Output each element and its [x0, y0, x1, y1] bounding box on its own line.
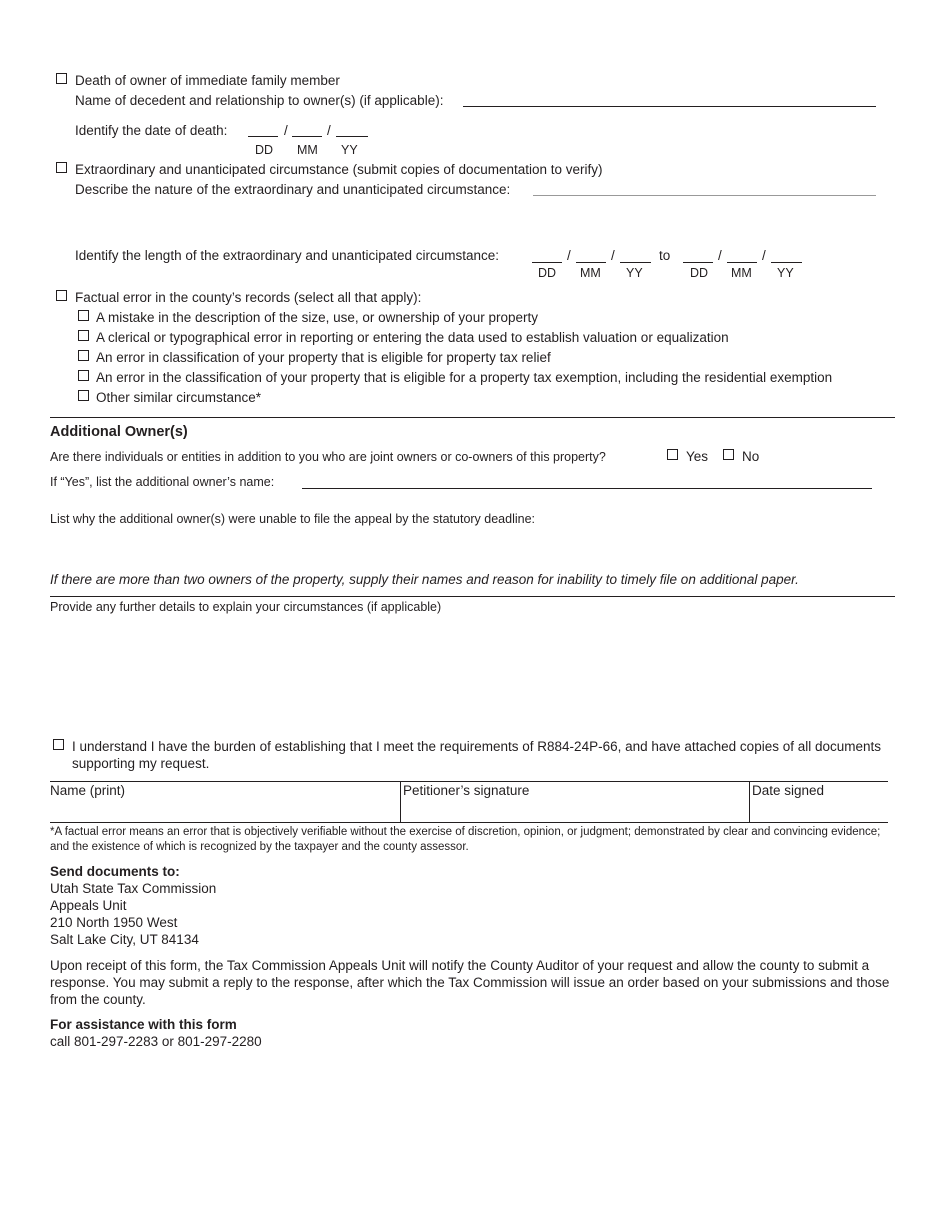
signature-bottom-rule — [50, 822, 888, 823]
reason-label: List why the additional owner(s) were unable to file the appeal by the statutory deadline: — [50, 512, 536, 526]
slash: / — [718, 248, 722, 263]
petitioner-signature-label: Petitioner’s signature — [403, 783, 530, 798]
further-details-label: Provide any further details to explain your circumstances (if applicable) — [50, 600, 442, 614]
factual-error-checkbox[interactable] — [56, 290, 67, 301]
length-label: Identify the length of the extraordinary and unanticipated circumstance: — [75, 248, 500, 263]
acknowledgement-checkbox[interactable] — [53, 739, 64, 750]
slash: / — [284, 123, 288, 138]
no-checkbox[interactable] — [723, 449, 734, 460]
acknowledgement-text — [72, 738, 882, 772]
date-of-death-label: Identify the date of death: — [75, 123, 228, 138]
factual-option-label: An error in classification of your property that is eligible for property tax relief — [96, 350, 551, 365]
send-documents-heading: Send documents to: — [50, 864, 180, 879]
slash: / — [567, 248, 571, 263]
additional-owner-name-field[interactable] — [302, 488, 872, 489]
date-signed-label: Date signed — [752, 783, 825, 798]
end-dd-field[interactable] — [683, 262, 713, 263]
start-mm-field[interactable] — [576, 262, 606, 263]
mm-label: MM — [297, 143, 318, 157]
end-yy-field[interactable] — [771, 262, 802, 263]
address-line: Utah State Tax Commission — [50, 881, 217, 896]
petitioner-signature-field[interactable] — [400, 782, 750, 822]
factual-error-label: Factual error in the county’s records (select all that apply): — [75, 290, 422, 305]
start-dd-field[interactable] — [532, 262, 562, 263]
yy-label: YY — [341, 143, 358, 157]
slash: / — [611, 248, 615, 263]
section-divider — [50, 596, 895, 597]
factual-option-checkbox[interactable] — [78, 350, 89, 361]
start-yy-field[interactable] — [620, 262, 651, 263]
describe-label: Describe the nature of the extraordinary and unanticipated circumstance: — [75, 182, 511, 197]
address-line: Appeals Unit — [50, 898, 127, 913]
extraordinary-label: Extraordinary and unanticipated circumstance (submit copies of documentation to verify) — [75, 162, 603, 177]
slash: / — [327, 123, 331, 138]
receipt-paragraph: Upon receipt of this form, the Tax Commission Appeals Unit will notify the County Auditor of your request and allow the county to submit a response. You may submit a reply to the response, after which the Tax Commission will issue an order based on your submissions and those from the county. — [50, 958, 890, 1007]
death-checkbox[interactable] — [56, 73, 67, 84]
extraordinary-checkbox[interactable] — [56, 162, 67, 173]
death-mm-field[interactable] — [292, 136, 322, 137]
slash: / — [762, 248, 766, 263]
decedent-label: Name of decedent and relationship to owner(s) (if applicable): — [75, 93, 444, 108]
decedent-input-line[interactable] — [463, 106, 876, 107]
address-line: Salt Lake City, UT 84134 — [50, 932, 199, 947]
yy-label: YY — [777, 266, 794, 280]
dd-label: DD — [255, 143, 274, 157]
additional-owners-heading: Additional Owner(s) — [50, 424, 188, 440]
date-signed-field[interactable] — [749, 782, 888, 822]
factual-option-label: A mistake in the description of the size, use, or ownership of your property — [96, 310, 538, 325]
mm-label: MM — [731, 266, 752, 280]
section-divider — [50, 417, 895, 418]
factual-option-checkbox[interactable] — [78, 390, 89, 401]
additional-paper-note: If there are more than two owners of the property, supply their names and reason for inability to timely file on additional paper. — [50, 572, 799, 587]
factual-error-footnote: *A factual error means an error that is objectively verifiable without the exercise of discretion, opinion, or judgment; demonstrated by clear and convincing evidence; and the existence of which is recognized by the taxpayer and the county assessor. — [50, 826, 881, 853]
death-label: Death of owner of immediate family member — [75, 73, 340, 88]
factual-option-checkbox[interactable] — [78, 330, 89, 341]
yes-label: Yes — [686, 449, 709, 464]
factual-option-label: An error in the classification of your property that is eligible for a property tax exemption, including the residential exemption — [96, 370, 833, 385]
factual-option-checkbox[interactable] — [78, 310, 89, 321]
yes-checkbox[interactable] — [667, 449, 678, 460]
name-print-field[interactable] — [50, 782, 400, 822]
death-dd-field[interactable] — [248, 136, 278, 137]
joint-owners-question: Are there individuals or entities in addition to you who are joint owners or co-owners of this property? — [50, 450, 606, 464]
dd-label: DD — [690, 266, 709, 280]
death-yy-field[interactable] — [336, 136, 368, 137]
dd-label: DD — [538, 266, 557, 280]
factual-option-label: A clerical or typographical error in reporting or entering the data used to establish valuation or equalization — [96, 330, 729, 345]
end-mm-field[interactable] — [727, 262, 757, 263]
factual-option-checkbox[interactable] — [78, 370, 89, 381]
acknowledgement-label: I understand I have the burden of establishing that I meet the requirements of R884-24P-66, and have attached copies of all documents supporting my request. — [72, 739, 882, 771]
yy-label: YY — [626, 266, 643, 280]
mm-label: MM — [580, 266, 601, 280]
name-print-label: Name (print) — [50, 783, 126, 798]
assistance-heading: For assistance with this form — [50, 1017, 237, 1032]
to-label: to — [659, 248, 671, 263]
address-line: 210 North 1950 West — [50, 915, 178, 930]
describe-input-line[interactable] — [533, 195, 876, 196]
additional-owner-name-label: If “Yes”, list the additional owner’s name: — [50, 475, 275, 489]
no-label: No — [742, 449, 760, 464]
factual-option-label: Other similar circumstance* — [96, 390, 262, 405]
assistance-phone: call 801-297-2283 or 801-297-2280 — [50, 1034, 262, 1049]
